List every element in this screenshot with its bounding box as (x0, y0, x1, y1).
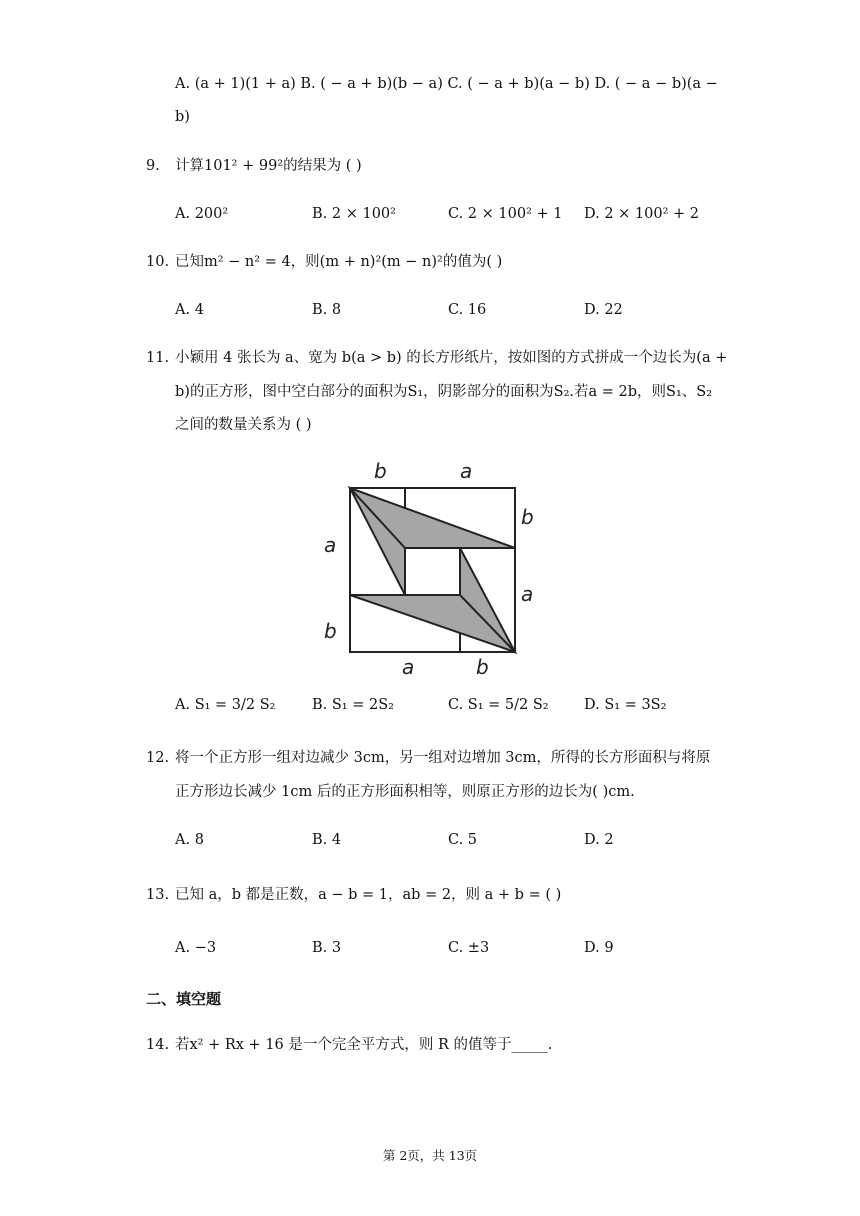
q11-option-a: A. S₁ = 3/2 S₂ (175, 697, 276, 713)
q11-question-line3: 之间的数量关系为 ( ) (175, 417, 312, 433)
q12-number: 12. (146, 750, 170, 766)
q12-option-d: D. 2 (584, 832, 614, 848)
q12-question-line1: 将一个正方形一组对边减少 3cm，另一组对边增加 3cm，所得的长方形面积与将原 (175, 750, 711, 766)
q13-option-b: B. 3 (312, 940, 342, 956)
q9-option-b: B. 2 × 100² (312, 206, 396, 222)
label-right-a: a (521, 582, 534, 606)
q10-question: 已知m² − n² = 4，则(m + n)²(m − n)²的值为( ) (175, 254, 503, 270)
q14-question: 若x² + Rx + 16 是一个完全平方式，则 R 的值等于_____. (175, 1037, 553, 1053)
label-bottom-b: b (476, 655, 489, 679)
q9-option-d: D. 2 × 100² + 2 (584, 206, 700, 222)
q10-option-a: A. 4 (175, 302, 204, 318)
label-left-a: a (324, 533, 337, 557)
q11-number: 11. (146, 350, 170, 366)
q9-question: 计算101² + 99²的结果为 ( ) (175, 158, 362, 174)
label-bottom-a: a (402, 655, 415, 679)
section-title: 二、填空题 (146, 990, 222, 1008)
label-top-a: a (460, 459, 473, 483)
q11-question-line2: b)的正方形，图中空白部分的面积为S₁，阴影部分的面积为S₂.若a = 2b，则S₁、S₂ (175, 384, 713, 400)
q8-options-line2: b) (175, 109, 190, 125)
q14-number: 14. (146, 1037, 170, 1053)
q11-square-figure (316, 456, 546, 684)
q9-option-a: A. 200² (175, 206, 229, 222)
q9-number: 9. (146, 158, 160, 174)
q13-option-c: C. ±3 (448, 940, 490, 956)
label-top-b: b (374, 459, 387, 483)
q9-option-c: C. 2 × 100² + 1 (448, 206, 563, 222)
q11-question-line1: 小颖用 4 张长为 a、宽为 b(a > b) 的长方形纸片，按如图的方式拼成一个边长为(a + (175, 350, 728, 366)
q12-option-c: C. 5 (448, 832, 478, 848)
q12-option-b: B. 4 (312, 832, 342, 848)
q12-question-line2: 正方形边长减少 1cm 后的正方形面积相等，则原正方形的边长为( )cm. (175, 784, 635, 800)
q11-option-d: D. S₁ = 3S₂ (584, 697, 667, 713)
q13-option-d: D. 9 (584, 940, 614, 956)
q10-option-c: C. 16 (448, 302, 487, 318)
q10-number: 10. (146, 254, 170, 270)
q11-option-b: B. S₁ = 2S₂ (312, 697, 394, 713)
q13-number: 13. (146, 887, 170, 903)
q8-options-line1: A. (a + 1)(1 + a) B. ( − a + b)(b − a) C. ( − a + b)(a − b) D. ( − a − b)(a − (175, 76, 718, 92)
page-footer: 第 2页，共 13页 (382, 1148, 478, 1163)
q11-option-c: C. S₁ = 5/2 S₂ (448, 697, 549, 713)
q13-option-a: A. −3 (175, 940, 217, 956)
q10-option-d: D. 22 (584, 302, 623, 318)
label-left-b: b (324, 619, 337, 643)
q13-question: 已知 a，b 都是正数，a − b = 1，ab = 2，则 a + b = ( ) (175, 887, 562, 903)
q10-option-b: B. 8 (312, 302, 342, 318)
q12-option-a: A. 8 (175, 832, 204, 848)
label-right-b: b (521, 505, 534, 529)
